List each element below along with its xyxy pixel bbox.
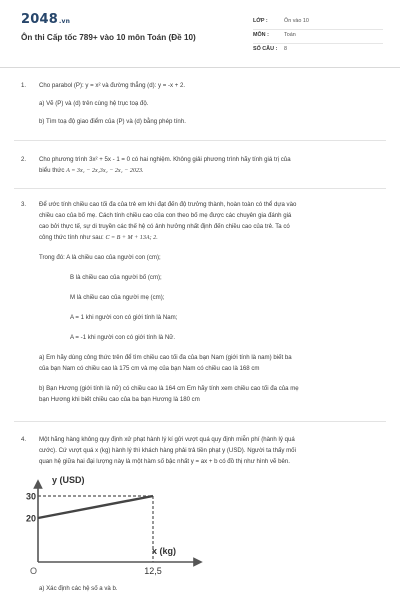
meta-count-row: [253, 44, 383, 57]
question-divider: [14, 188, 386, 189]
definition-b: B là chiều cao của người bố (cm);: [70, 274, 162, 281]
question-number: 1.: [21, 82, 27, 89]
definition-intro: Trong đó: A là chiều cao của người con (cm);: [39, 254, 161, 261]
meta-value: Ôn vào 10: [284, 18, 309, 24]
y-axis-label: y (USD): [52, 476, 85, 485]
question-part-b-cont: bạn Hương khi biết chiều cao của ba bạn Hương là 180 cm: [39, 396, 200, 403]
exam-title: Ôn thi Cấp tốc 789+ vào 10 môn Toán (Đề 10): [21, 33, 196, 42]
y-tick-label: 20: [25, 513, 36, 524]
question-part-b: b) Bạn Hương (giới tính là nữ) có chiều cao là 164 cm Em hãy tính xem chiều cao tối đa của mẹ: [39, 385, 299, 392]
question-part-b: b) Tìm toạ độ giao điểm của (P) và (d) bằng phép tính.: [39, 118, 186, 125]
question-number: 2.: [21, 156, 27, 163]
function-line: [38, 496, 153, 518]
question-text: Một hãng hàng không quy định xử phạt hành lý kí gửi vượt quá quy định miễn phí (hành lý quá: [39, 436, 295, 443]
y-tick-label: 30: [25, 491, 36, 502]
height-formula: C = B + M + 13A; 2.: [105, 235, 158, 241]
header-divider: [0, 67, 400, 68]
question-part-a-cont: của bạn Nam có chiều cao là 175 cm và mẹ của bạn Nam có chiều cao là 168 cm: [39, 365, 260, 372]
logo-text: 2048: [21, 12, 58, 27]
definition-a-male: A = 1 khi người con có giới tính là Nam;: [70, 314, 178, 321]
meta-key: SỐ CÂU :: [253, 46, 278, 52]
origin-label: O: [30, 566, 38, 576]
question-text: quan hệ giữa hai đại lượng này là một hàm số bậc nhất y = ax + b có đồ thị như hình vẽ bên.: [39, 458, 291, 465]
question-text: Để ước tính chiều cao tối đa của trẻ em khi đạt đến độ trưởng thành, hoàn toàn có thể dựa vào: [39, 201, 297, 208]
meta-value: 8: [284, 46, 287, 52]
formula-intro: công thức tính như sau:: [39, 234, 104, 241]
question-divider: [14, 421, 386, 422]
question-part-a: a) Em hãy dùng công thức trên để tìm chiều cao tối đa của bạn Nam (giới tính là nam) biết ba: [39, 354, 292, 361]
question-stem: Cho parabol (P): y = x² và đường thẳng (d): y = -x + 2.: [39, 82, 186, 89]
question-number: 3.: [21, 201, 27, 208]
site-logo[interactable]: [21, 12, 70, 27]
question-part-a: a) Vẽ (P) và (d) trên cùng hệ trục toạ độ.: [39, 100, 149, 107]
penalty-graph: [20, 476, 220, 582]
header: [0, 0, 400, 66]
x-axis-label: x (kg): [152, 546, 177, 556]
question-stem: Cho phương trình 3x² + 5x - 1 = 0 có hai nghiệm. Không giải phương trình hãy tính giá trị của: [39, 156, 291, 163]
question-text: cước). Cứ vượt quá x (kg) hành lý thì khách hàng phải trả tiền phạt y (USD). Người ta thấy mối: [39, 447, 296, 454]
definition-a-female: A = -1 khi người con có giới tính là Nữ.: [70, 334, 176, 341]
expression-formula: A = 3x₁ − 2x₁3x₂ − 2x₁ − 2023.: [66, 168, 144, 174]
meta-key: LỚP :: [253, 18, 268, 24]
meta-subject-row: [253, 30, 383, 44]
meta-key: MÔN :: [253, 32, 269, 38]
question-number: 4.: [21, 436, 27, 443]
question-divider: [14, 140, 386, 141]
x-tick-label: 12,5: [144, 566, 162, 576]
expression-intro: biểu thức: [39, 167, 65, 174]
exam-meta: [253, 16, 383, 57]
question-stem-line2: [39, 165, 381, 177]
definition-m: M là chiều cao của người mẹ (cm);: [70, 294, 165, 301]
formula-line: [39, 232, 381, 244]
meta-class-row: [253, 16, 383, 30]
meta-value: Toán: [284, 32, 296, 38]
logo-suffix: .vn: [58, 18, 71, 25]
question-text: cao bởi thực tế, sự di truyền các thế hệ có ảnh hưởng nhất định đến chiều cao của trẻ. Ta có: [39, 223, 290, 230]
question-text: chiều cao của bố mẹ. Cách tính chiều cao của con theo bố mẹ được các chuyên gia đánh giá: [39, 212, 292, 219]
question-part-a: a) Xác định các hệ số a và b.: [39, 585, 118, 592]
